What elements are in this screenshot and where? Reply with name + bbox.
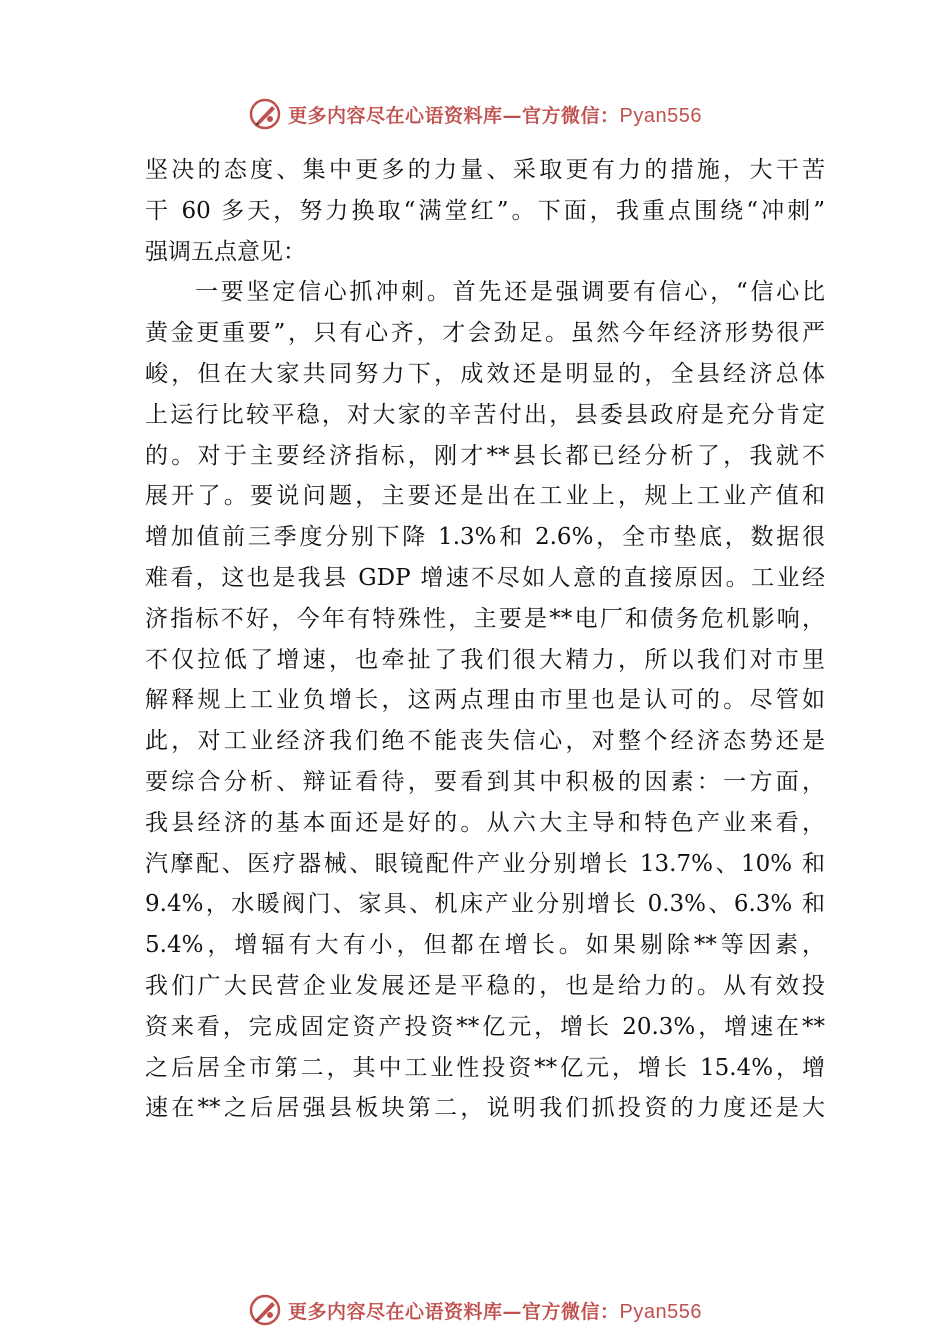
header-banner <box>0 94 950 134</box>
body-line: 济指标不好，今年有特殊性，主要是**电厂和债务危机影响， <box>145 605 825 632</box>
body-line: 增加值前三季度分别下降 1.3%和 2.6%，全市垫底，数据很 <box>145 524 825 551</box>
footer-banner-text: 更多内容尽在心语资料库—官方微信：Pyan556 <box>288 1300 702 1323</box>
paragraph-first-line: 一要坚定信心抓冲刺。首先还是强调要有信心，“信心比 <box>195 279 825 306</box>
body-line: 汽摩配、医疗器械、眼镜配件产业分别增长 13.7%、10% 和 <box>145 850 825 877</box>
body-line: 速在**之后居强县板块第二，说明我们抓投资的力度还是大 <box>145 1095 825 1122</box>
document-body <box>145 150 825 1129</box>
body-line: 解释规上工业负增长，这两点理由市里也是认可的。尽管如 <box>145 687 825 714</box>
body-line: 此，对工业经济我们绝不能丧失信心，对整个经济态势还是 <box>145 728 825 755</box>
body-line: 5.4%，增辐有大有小，但都在增长。如果剔除**等因素， <box>145 932 825 959</box>
body-line: 干 60 多天，努力换取“满堂红”。下面，我重点围绕“冲刺” <box>145 197 825 224</box>
body-line: 资来看，完成固定资产投资**亿元，增长 20.3%，增速在** <box>145 1013 825 1040</box>
pen-seal-logo-icon <box>248 97 282 131</box>
body-line: 难看，这也是我县 GDP 增速不尽如人意的直接原因。工业经 <box>145 564 825 591</box>
body-line: 的。对于主要经济指标，刚才**县长都已经分析了，我就不 <box>145 442 825 469</box>
body-line: 展开了。要说问题，主要还是出在工业上，规上工业产值和 <box>145 483 825 510</box>
body-line: 之后居全市第二，其中工业性投资**亿元，增长 15.4%，增 <box>145 1054 825 1081</box>
body-line: 峻，但在大家共同努力下，成效还是明显的，全县经济总体 <box>145 360 825 387</box>
body-line: 黄金更重要”，只有心齐，才会劲足。虽然今年经济形势很严 <box>145 320 825 347</box>
body-line: 9.4%，水暖阀门、家具、机床产业分别增长 0.3%、6.3% 和 <box>145 891 825 918</box>
body-line: 我们广大民营企业发展还是平稳的，也是给力的。从有效投 <box>145 972 825 999</box>
body-line: 要综合分析、辩证看待，要看到其中积极的因素：一方面， <box>145 768 825 795</box>
body-line: 上运行比较平稳，对大家的辛苦付出，县委县政府是充分肯定 <box>145 401 825 428</box>
pen-seal-logo-icon <box>248 1293 282 1327</box>
body-line: 我县经济的基本面还是好的。从六大主导和特色产业来看， <box>145 809 825 836</box>
body-line: 强调五点意见： <box>145 238 306 265</box>
body-line: 不仅拉低了增速，也牵扯了我们很大精力，所以我们对市里 <box>145 646 825 673</box>
footer-banner <box>0 1290 950 1330</box>
header-banner-text: 更多内容尽在心语资料库—官方微信：Pyan556 <box>288 104 702 127</box>
body-line: 坚决的态度、集中更多的力量、采取更有力的措施，大干苦 <box>145 157 825 183</box>
